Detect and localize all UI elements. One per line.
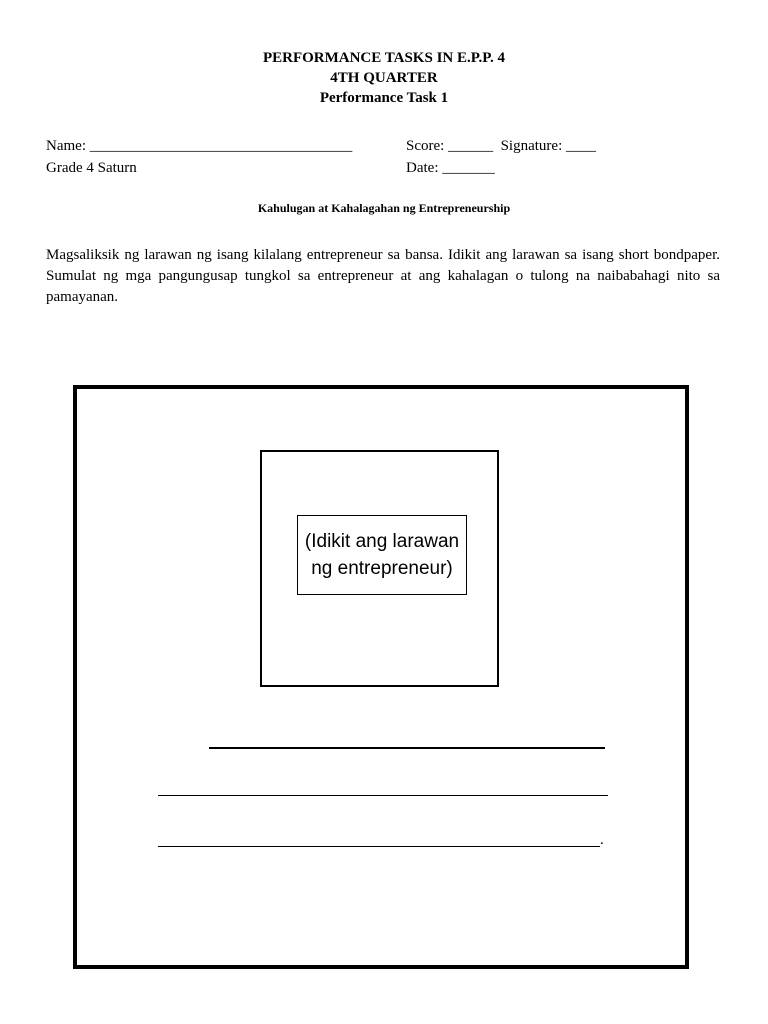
worksheet-header: [0, 48, 768, 108]
date-field: Date: _______: [406, 160, 495, 176]
signature-field: Signature: ____: [500, 138, 596, 154]
name-field: Name: ___________________________________: [46, 138, 353, 154]
photo-label-line2: ng entrepreneur): [311, 558, 453, 579]
lesson-subtitle: Kahulugan at Kahalagahan ng Entrepreneurship: [257, 201, 511, 215]
photo-placeholder-label: [297, 515, 467, 595]
answer-line-2: [158, 846, 600, 847]
worksheet-title: PERFORMANCE TASKS IN E.P.P. 4: [262, 50, 506, 66]
grade-section: Grade 4 Saturn: [46, 160, 137, 176]
quarter-label: 4TH QUARTER: [330, 70, 438, 86]
task-label: Performance Task 1: [319, 90, 449, 106]
task-instructions: Magsaliksik ng larawan ng isang kilalang entrepreneur sa bansa. Idikit ang larawan sa isang short bondpaper. Sumulat ng mga pangungusap tungkol sa entrepreneur at ang kahalagan o tulong na naibabahagi nito sa pamayanan.: [46, 247, 720, 305]
photo-label-line1: (Idikit ang larawan: [304, 531, 460, 552]
score-signature-fields: [406, 136, 596, 156]
answer-end-period: .: [600, 832, 604, 848]
score-field: Score: ______: [406, 138, 494, 154]
answer-line-1: [158, 795, 608, 796]
entrepreneur-name-line: [209, 747, 605, 749]
